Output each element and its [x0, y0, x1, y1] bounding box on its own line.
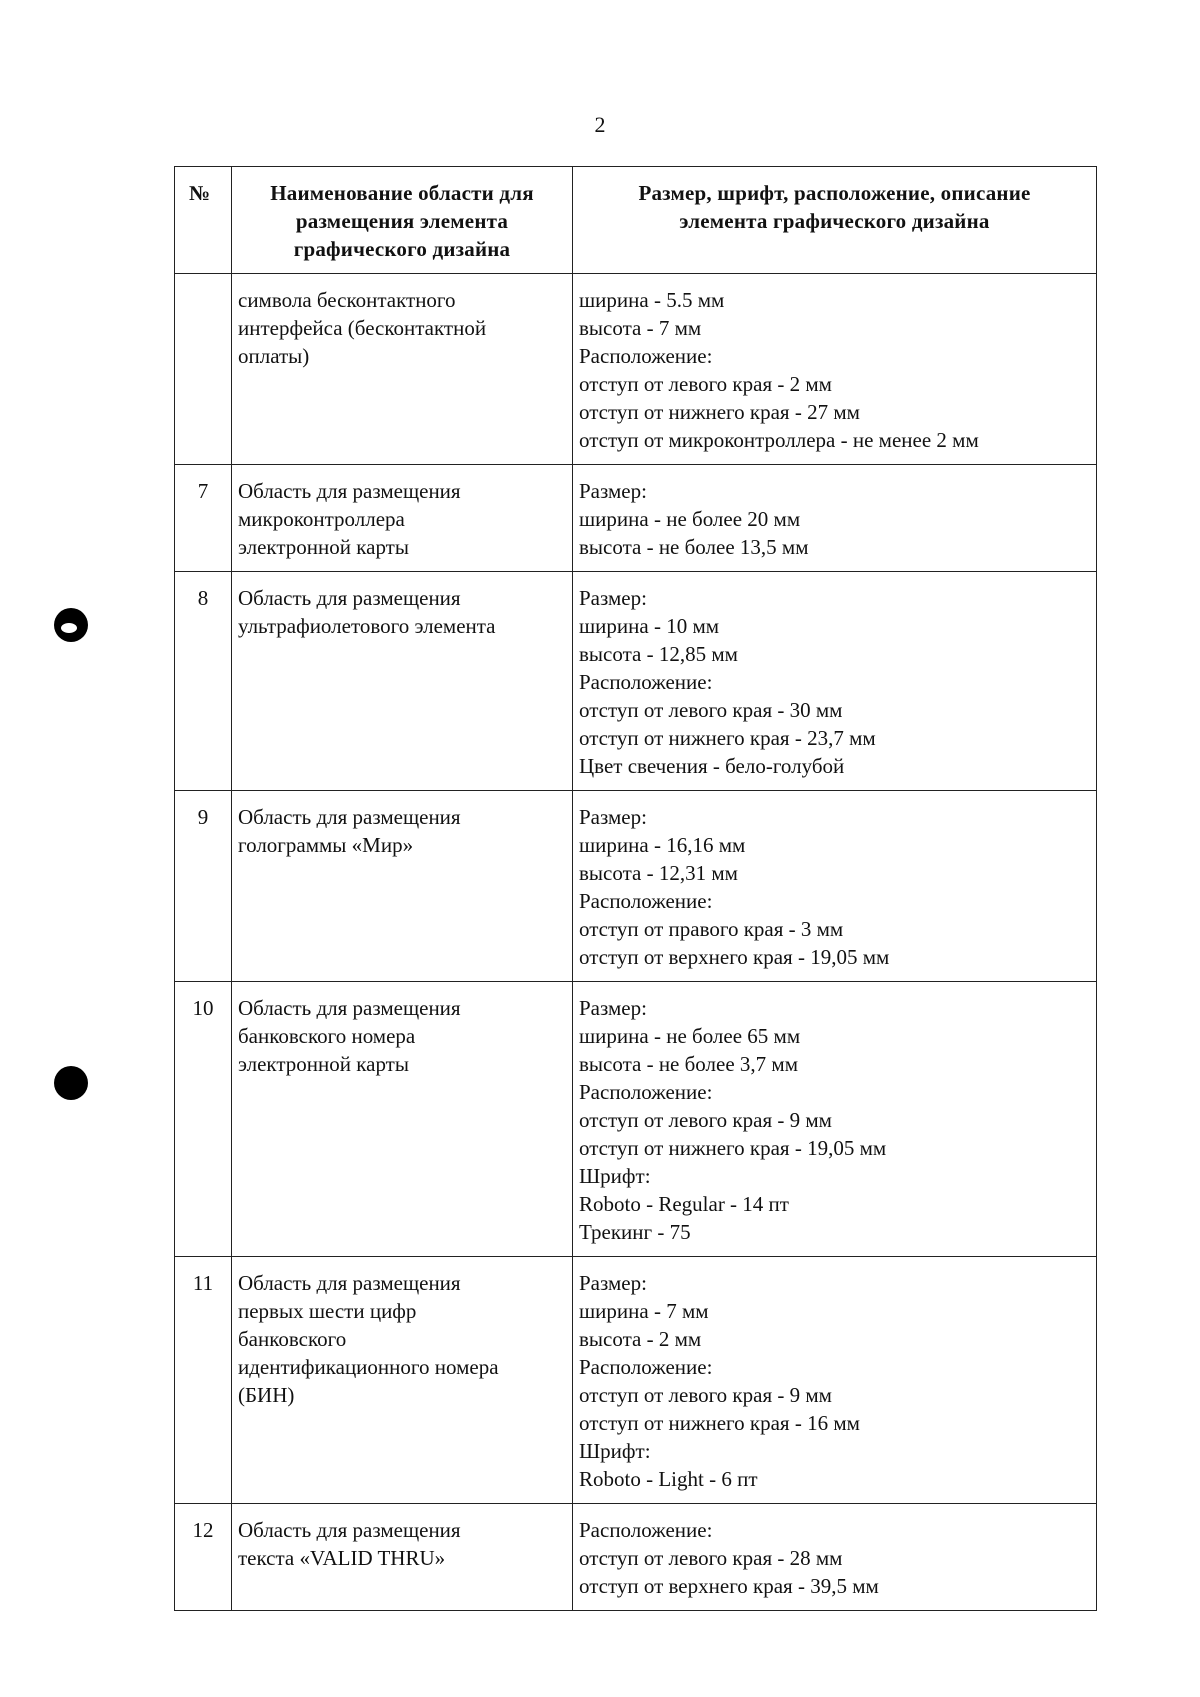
header-line: Размер, шрифт, расположение, описание — [638, 181, 1031, 205]
row-area-name — [232, 572, 573, 791]
page-number: 2 — [594, 112, 606, 137]
description-line: Размер: — [579, 1271, 647, 1295]
table-row — [175, 465, 1097, 572]
area-name-line: интерфейса (бесконтактной — [238, 316, 487, 340]
row-description — [573, 572, 1097, 791]
description-line: отступ от верхнего края - 39,5 мм — [579, 1574, 879, 1598]
area-name-line: ультрафиолетового элемента — [238, 614, 496, 638]
table-row — [175, 791, 1097, 982]
area-name-line: электронной карты — [238, 1052, 409, 1076]
row-number: 11 — [175, 1257, 232, 1504]
table-row — [175, 274, 1097, 465]
description-line: отступ от микроконтроллера - не менее 2 мм — [579, 428, 979, 452]
description-line: отступ от нижнего края - 27 мм — [579, 400, 860, 424]
row-description — [573, 1257, 1097, 1504]
design-elements-table — [174, 166, 1097, 1611]
row-area-name — [232, 274, 573, 465]
description-line: ширина - 10 мм — [579, 614, 720, 638]
description-line: высота - не более 13,5 мм — [579, 535, 809, 559]
table-row — [175, 1257, 1097, 1504]
table-row — [175, 572, 1097, 791]
row-description — [573, 465, 1097, 572]
header-line: размещения элемента — [295, 209, 509, 233]
description-line: отступ от левого края - 9 мм — [579, 1383, 832, 1407]
punch-hole-mark — [54, 608, 88, 642]
header-number: № — [175, 167, 232, 274]
description-line: Расположение: — [579, 1080, 713, 1104]
row-area-name — [232, 465, 573, 572]
row-description — [573, 1504, 1097, 1611]
punch-hole-mark — [54, 1066, 88, 1100]
area-name-line: электронной карты — [238, 535, 409, 559]
description-line: отступ от левого края - 9 мм — [579, 1108, 832, 1132]
description-line: ширина - 7 мм — [579, 1299, 709, 1323]
area-name-line: первых шести цифр — [238, 1299, 417, 1323]
row-description — [573, 982, 1097, 1257]
table-row — [175, 1504, 1097, 1611]
description-line: Трекинг - 75 — [579, 1220, 691, 1244]
area-name-line: Область для размещения — [238, 479, 461, 503]
row-description — [573, 791, 1097, 982]
area-name-line: оплаты) — [238, 344, 310, 368]
row-description — [573, 274, 1097, 465]
table-header-row — [175, 167, 1097, 274]
description-line: Шрифт: — [579, 1439, 651, 1463]
area-name-line: идентификационного номера — [238, 1355, 499, 1379]
description-line: Размер: — [579, 479, 647, 503]
row-area-name — [232, 791, 573, 982]
description-line: ширина - не более 65 мм — [579, 1024, 801, 1048]
header-line: элемента графического дизайна — [679, 209, 990, 233]
description-line: Шрифт: — [579, 1164, 651, 1188]
description-line: высота - 12,31 мм — [579, 861, 738, 885]
area-name-line: текста «VALID THRU» — [238, 1546, 446, 1570]
description-line: Размер: — [579, 586, 647, 610]
area-name-line: Область для размещения — [238, 1271, 461, 1295]
description-line: Размер: — [579, 996, 647, 1020]
description-line: Расположение: — [579, 889, 713, 913]
area-name-line: Область для размещения — [238, 586, 461, 610]
area-name-line: символа бесконтактного — [238, 288, 456, 312]
description-line: Roboto - Light - 6 пт — [579, 1467, 758, 1491]
description-line: ширина - не более 20 мм — [579, 507, 801, 531]
description-line: высота - не более 3,7 мм — [579, 1052, 798, 1076]
description-line: Цвет свечения - бело-голубой — [579, 754, 845, 778]
area-name-line: голограммы «Мир» — [238, 833, 414, 857]
table-row — [175, 982, 1097, 1257]
header-line: графического дизайна — [293, 237, 511, 261]
area-name-line: Область для размещения — [238, 805, 461, 829]
row-number: 10 — [175, 982, 232, 1257]
description-line: отступ от левого края - 2 мм — [579, 372, 832, 396]
description-line: отступ от нижнего края - 16 мм — [579, 1411, 860, 1435]
description-line: Размер: — [579, 805, 647, 829]
row-number: 9 — [175, 791, 232, 982]
area-name-line: микроконтроллера — [238, 507, 405, 531]
row-number: 12 — [175, 1504, 232, 1611]
description-line: Roboto - Regular - 14 пт — [579, 1192, 789, 1216]
description-line: отступ от левого края - 28 мм — [579, 1546, 843, 1570]
description-line: высота - 7 мм — [579, 316, 702, 340]
row-area-name — [232, 1257, 573, 1504]
row-number: 8 — [175, 572, 232, 791]
description-line: отступ от верхнего края - 19,05 мм — [579, 945, 890, 969]
area-name-line: (БИН) — [238, 1383, 295, 1407]
description-line: Расположение: — [579, 1355, 713, 1379]
description-line: высота - 12,85 мм — [579, 642, 738, 666]
row-area-name — [232, 982, 573, 1257]
area-name-line: банковского номера — [238, 1024, 416, 1048]
row-number — [175, 274, 232, 465]
row-area-name — [232, 1504, 573, 1611]
description-line: Расположение: — [579, 1518, 713, 1542]
description-line: ширина - 16,16 мм — [579, 833, 746, 857]
description-line: отступ от нижнего края - 23,7 мм — [579, 726, 876, 750]
description-line: высота - 2 мм — [579, 1327, 702, 1351]
area-name-line: Область для размещения — [238, 1518, 461, 1542]
description-line: отступ от нижнего края - 19,05 мм — [579, 1136, 887, 1160]
area-name-line: банковского — [238, 1327, 347, 1351]
description-line: отступ от левого края - 30 мм — [579, 698, 843, 722]
header-line: Наименование области для — [270, 181, 534, 205]
description-line: Расположение: — [579, 670, 713, 694]
description-line: отступ от правого края - 3 мм — [579, 917, 844, 941]
description-line: ширина - 5.5 мм — [579, 288, 725, 312]
header-description — [573, 167, 1097, 274]
header-area-name — [232, 167, 573, 274]
description-line: Расположение: — [579, 344, 713, 368]
row-number: 7 — [175, 465, 232, 572]
area-name-line: Область для размещения — [238, 996, 461, 1020]
